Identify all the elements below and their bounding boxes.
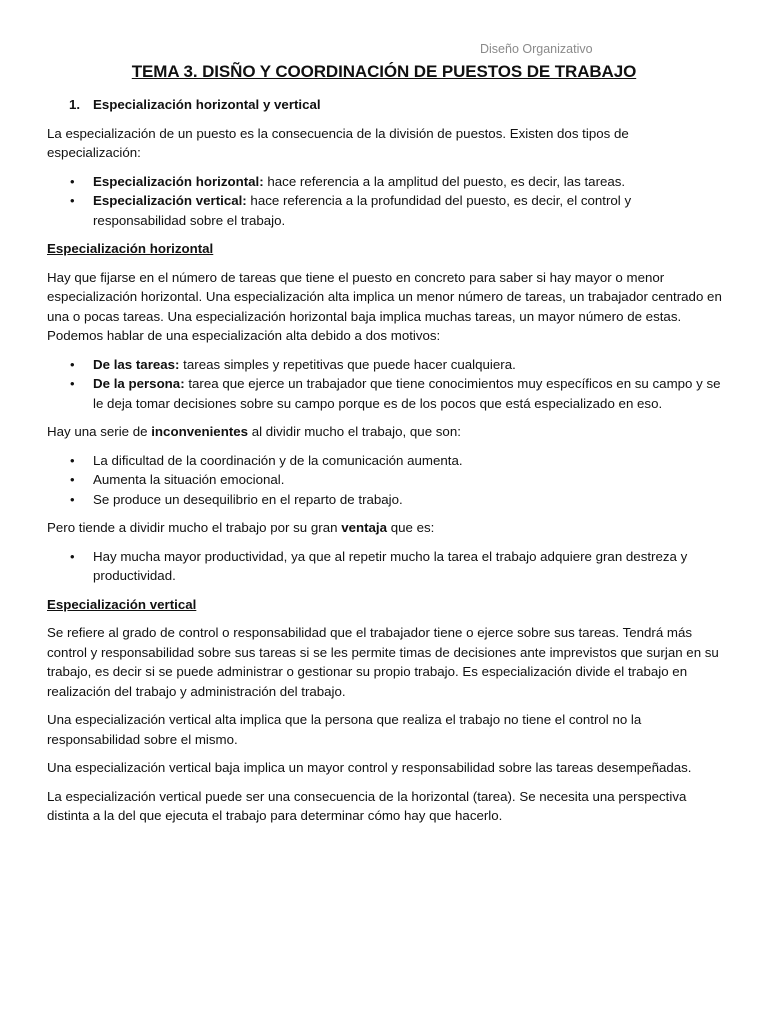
section-heading [47, 95, 725, 115]
document-body [47, 95, 725, 835]
inconveniences-list [47, 451, 725, 510]
motives-list [47, 355, 725, 414]
list-item-term: Especialización vertical: [93, 193, 247, 208]
list-item: • Aumenta la situación emocional. [47, 470, 725, 490]
section-heading-text: Especialización horizontal y vertical [93, 97, 321, 112]
inline-term: inconvenientes [151, 424, 249, 439]
inline-text: Hay una serie de [47, 424, 152, 439]
vertical-paragraph-3: Una especialización vertical baja implica un mayor control y responsabilidad sobre las tareas desempeñadas. [47, 760, 692, 775]
list-item [47, 374, 725, 413]
vertical-paragraph-4: La especialización vertical puede ser una consecuencia de la horizontal (tarea). Se necesita una perspectiva distinta a la del que ejecuta el trabajo para determinar cómo hay que hacerlo. [47, 788, 687, 823]
inline-term: ventaja [341, 520, 388, 535]
inline-text: al dividir mucho el trabajo, que son: [248, 424, 461, 439]
list-item-text: tareas simples y repetitivas que puede hacer cualquiera. [179, 356, 516, 372]
list-item-text: tarea que ejerce un trabajador que tiene conocimientos muy específicos en su campo y se le deja tomar decisiones sobre su campo porque es de los pocos que está especializado en eso. [93, 376, 721, 411]
horizontal-paragraph: Hay que fijarse en el número de tareas que tiene el puesto en concreto para saber si hay mayor o menor especialización horizontal. Una especialización alta implica un menor número de tareas, un trabajador centrado en una o pocas tareas. Una especialización horizontal baja implica muchas tareas, un mayor número de estas. Podemos hablar de una especialización alta debido a dos motivos: [47, 269, 722, 343]
list-item-text: hace referencia a la profundidad del puesto, es decir, el control y responsabilidad sobre el trabajo. [93, 193, 632, 228]
list-item-text: hace referencia a la amplitud del puesto, es decir, las tareas. [263, 173, 626, 189]
list-item: • La dificultad de la coordinación y de la comunicación aumenta. [47, 451, 725, 471]
vertical-paragraph-2: Una especialización vertical alta implica que la persona que realiza el trabajo no tiene el control no la responsabilidad sobre el mismo. [47, 712, 642, 747]
list-item: • Hay mucha mayor productividad, ya que al repetir mucho la tarea el trabajo adquiere gran destreza y productividad. [47, 547, 725, 586]
list-item [47, 191, 725, 230]
list-item-term: De la persona: [93, 376, 185, 391]
list-item [47, 355, 725, 375]
subheading-vertical: Especialización vertical [47, 596, 197, 612]
document-title: TEMA 3. DISÑO Y COORDINACIÓN DE PUESTOS DE TRABAJO [131, 62, 637, 81]
advantage-intro [47, 518, 725, 538]
inline-text: Pero tiende a dividir mucho el trabajo por su gran [47, 520, 342, 535]
intro-paragraph: La especialización de un puesto es la consecuencia de la división de puestos. Existen dos tipos de especialización: [47, 125, 629, 160]
vertical-paragraph-1: Se refiere al grado de control o responsabilidad que el trabajador tiene o ejerce sobre sus tareas. Tendrá más control y responsabilidad sobre sus tareas si se les permite timas de decisiones ante imprevistos que surjan en su trabajo, es decir si se puede administrar o gestionar su propio trabajo. Es especialización divide el trabajo en realización del trabajo y administración del trabajo. [47, 625, 719, 699]
section-number: 1. [69, 97, 81, 112]
inconveniences-intro [47, 422, 725, 442]
list-item-term: De las tareas: [93, 356, 180, 372]
running-header: Diseño Organizativo [480, 42, 593, 56]
list-item: • Se produce un desequilibrio en el reparto de trabajo. [47, 490, 725, 510]
advantages-list [47, 547, 725, 586]
list-item-term: Especialización horizontal: [93, 173, 264, 189]
specialization-types-list [47, 172, 725, 231]
list-item [47, 172, 725, 192]
subheading-horizontal: Especialización horizontal [47, 241, 214, 256]
inline-text: que es: [387, 520, 435, 535]
